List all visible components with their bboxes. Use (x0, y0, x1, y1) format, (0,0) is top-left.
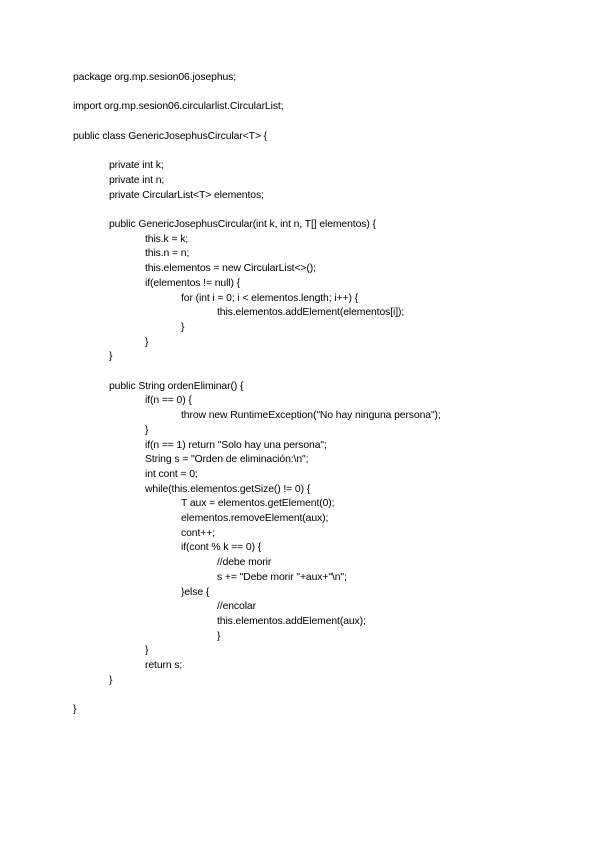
code-line: if(n == 0) { (145, 395, 192, 407)
code-line: } (73, 704, 77, 716)
code-line: this.n = n; (145, 248, 190, 260)
code-line: //encolar (217, 601, 256, 613)
code-line: private int k; (109, 160, 164, 172)
code-line: cont++; (181, 527, 215, 539)
code-line: } (145, 424, 149, 436)
code-line: String s = "Orden de eliminación:\n"; (145, 454, 309, 466)
code-line: public GenericJosephusCircular(int k, int n, T[] elementos) { (109, 219, 376, 230)
code-line: s += "Debe morir "+aux+"\n"; (217, 571, 347, 583)
code-line: while(this.elementos.getSize() != 0) { (145, 483, 311, 495)
code-line: throw new RuntimeException("No hay ninguna persona"); (181, 410, 441, 422)
code-line: } (181, 321, 185, 333)
code-line: } (145, 645, 149, 657)
code-line: private CircularList<T> elementos; (109, 189, 264, 201)
code-line: if(n == 1) return "Solo hay una persona"; (145, 439, 327, 451)
code-line: } (217, 630, 221, 642)
code-line: this.elementos = new CircularList<>(); (145, 263, 316, 275)
code-line: package org.mp.sesion06.josephus; (73, 72, 237, 83)
code-line: elementos.removeElement(aux); (181, 513, 329, 524)
code-line: if(elementos != null) { (145, 277, 241, 289)
code-line: if(cont % k == 0) { (181, 542, 262, 554)
code-line: } (109, 674, 113, 686)
code-line: public String ordenEliminar() { (109, 380, 244, 392)
code-line: T aux = elementos.getElement(0); (181, 498, 335, 510)
code-line: this.elementos.addElement(aux); (217, 615, 366, 627)
code-line: private int n; (109, 174, 165, 186)
code-line: import org.mp.sesion06.circularlist.CircularList; (73, 101, 284, 113)
code-line: this.elementos.addElement(elementos[i]); (217, 307, 405, 319)
code-line: } (145, 336, 149, 348)
code-line: return s; (145, 660, 183, 671)
code-line: public class GenericJosephusCircular<T> { (73, 130, 267, 142)
code-line: //debe morir (217, 557, 272, 569)
code-line: }else { (181, 586, 210, 598)
code-line: } (109, 351, 113, 363)
code-line: int cont = 0; (145, 468, 198, 480)
code-line: this.k = k; (145, 233, 189, 245)
code-line: for (int i = 0; i < elementos.length; i++) { (181, 292, 358, 304)
